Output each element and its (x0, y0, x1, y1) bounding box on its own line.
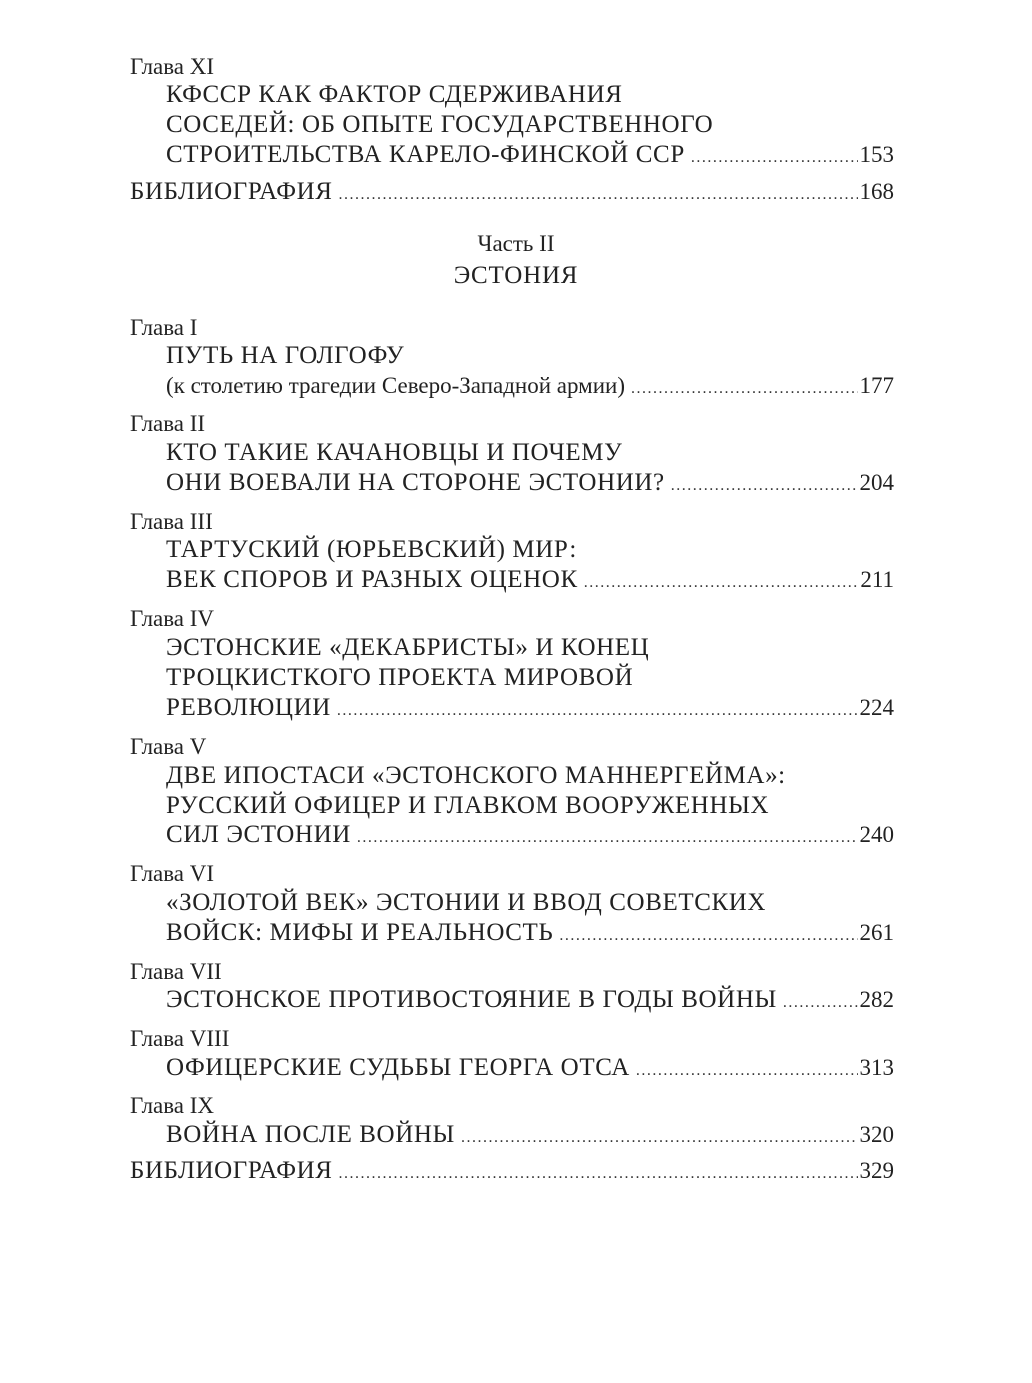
chapter-title-line: ДВЕ ИПОСТАСИ «ЭСТОНСКОГО МАННЕРГЕЙМА»: (166, 762, 786, 789)
dot-leader (357, 824, 858, 852)
chapter-title-line: СИЛ ЭСТОНИИ (166, 821, 351, 848)
chapter-title-line: РЕВОЛЮЦИИ (166, 694, 331, 721)
chapter-title-line: СТРОИТЕЛЬСТВА КАРЕЛО-ФИНСКОЙ ССР (166, 141, 685, 168)
part-number: Часть II (477, 231, 555, 256)
dot-leader (671, 472, 858, 500)
page-number: 329 (859, 1158, 894, 1183)
chapter-title-line: ВОЙНА ПОСЛЕ ВОЙНЫ (166, 1121, 455, 1148)
chapter-title-line: ПУТЬ НА ГОЛГОФУ (166, 342, 405, 369)
toc-entry-chapter-6[interactable] (166, 919, 894, 950)
page-number: 224 (859, 695, 894, 720)
toc-entry-chapter-11[interactable] (166, 141, 894, 172)
chapter-title-line: ЭСТОНСКИЕ «ДЕКАБРИСТЫ» И КОНЕЦ (166, 634, 650, 661)
page-number: 153 (859, 142, 894, 167)
chapter-title-line: КФССР КАК ФАКТОР СДЕРЖИВАНИЯ (166, 81, 623, 108)
chapter-subtitle: (к столетию трагедии Северо-Западной армии) (166, 373, 625, 398)
toc-entry-chapter-5[interactable] (166, 821, 894, 852)
chapter-title-line: КТО ТАКИЕ КАЧАНОВЦЫ И ПОЧЕМУ (166, 439, 623, 466)
chapter-label: Глава IX (130, 1093, 215, 1118)
page-number: 261 (859, 920, 894, 945)
dot-leader (559, 922, 857, 950)
chapter-title-line: ТАРТУСКИЙ (ЮРЬЕВСКИЙ) МИР: (166, 536, 577, 563)
chapter-label: Глава VI (130, 861, 215, 886)
chapter-title-line: ОНИ ВОЕВАЛИ НА СТОРОНЕ ЭСТОНИИ? (166, 469, 665, 496)
chapter-label: Глава IV (130, 606, 215, 631)
toc-entry-bibliography[interactable] (130, 1157, 894, 1188)
chapter-title-line: ВОЙСК: МИФЫ И РЕАЛЬНОСТЬ (166, 919, 554, 946)
page-number: 177 (859, 373, 894, 398)
page-number: 282 (859, 987, 894, 1012)
toc-entry-chapter-4[interactable] (166, 694, 894, 725)
dot-leader (461, 1124, 858, 1152)
bibliography-title: БИБЛИОГРАФИЯ (130, 178, 333, 205)
part-title: ЭСТОНИЯ (453, 262, 579, 289)
chapter-label: Глава I (130, 315, 198, 340)
chapter-label: Глава V (130, 734, 207, 759)
chapter-title-line: ВЕК СПОРОВ И РАЗНЫХ ОЦЕНОК (166, 566, 578, 593)
chapter-title-line: «ЗОЛОТОЙ ВЕК» ЭСТОНИИ И ВВОД СОВЕТСКИХ (166, 889, 767, 916)
dot-leader (636, 1057, 858, 1085)
toc-entry-chapter-1[interactable] (166, 372, 894, 403)
chapter-title-line: ЭСТОНСКОЕ ПРОТИВОСТОЯНИЕ В ГОДЫ ВОЙНЫ (166, 986, 777, 1013)
chapter-label: Глава VII (130, 959, 222, 984)
page-number: 313 (859, 1055, 894, 1080)
chapter-title-line: ОФИЦЕРСКИЕ СУДЬБЫ ГЕОРГА ОТСА (166, 1054, 630, 1081)
page-number: 204 (859, 470, 894, 495)
dot-leader (631, 375, 858, 403)
dot-leader (691, 144, 858, 172)
chapter-label: Глава III (130, 509, 213, 534)
toc-entry-chapter-3[interactable] (166, 566, 894, 597)
chapter-label: Глава II (130, 411, 206, 436)
dot-leader (337, 697, 858, 725)
chapter-label: Глава VIII (130, 1026, 230, 1051)
chapter-title-line: СОСЕДЕЙ: ОБ ОПЫТЕ ГОСУДАРСТВЕННОГО (166, 111, 714, 138)
dot-leader (783, 989, 858, 1017)
page-number: 320 (859, 1122, 894, 1147)
toc-entry-chapter-9[interactable] (166, 1121, 894, 1152)
toc-entry-chapter-7[interactable] (166, 986, 894, 1017)
chapter-title-line: ТРОЦКИСТКОГО ПРОЕКТА МИРОВОЙ (166, 664, 634, 691)
toc-entry-chapter-8[interactable] (166, 1054, 894, 1085)
dot-leader (339, 181, 858, 209)
toc-entry-bibliography[interactable] (130, 178, 894, 209)
dot-leader (339, 1160, 858, 1188)
page-number: 168 (859, 179, 894, 204)
page-number: 240 (859, 822, 894, 847)
dot-leader (584, 569, 859, 597)
bibliography-title: БИБЛИОГРАФИЯ (130, 1157, 333, 1184)
chapter-label: Глава XI (130, 54, 215, 79)
page-number: 211 (860, 567, 894, 592)
chapter-title-line: РУССКИЙ ОФИЦЕР И ГЛАВКОМ ВООРУЖЕННЫХ (166, 792, 770, 819)
toc-entry-chapter-2[interactable] (166, 469, 894, 500)
